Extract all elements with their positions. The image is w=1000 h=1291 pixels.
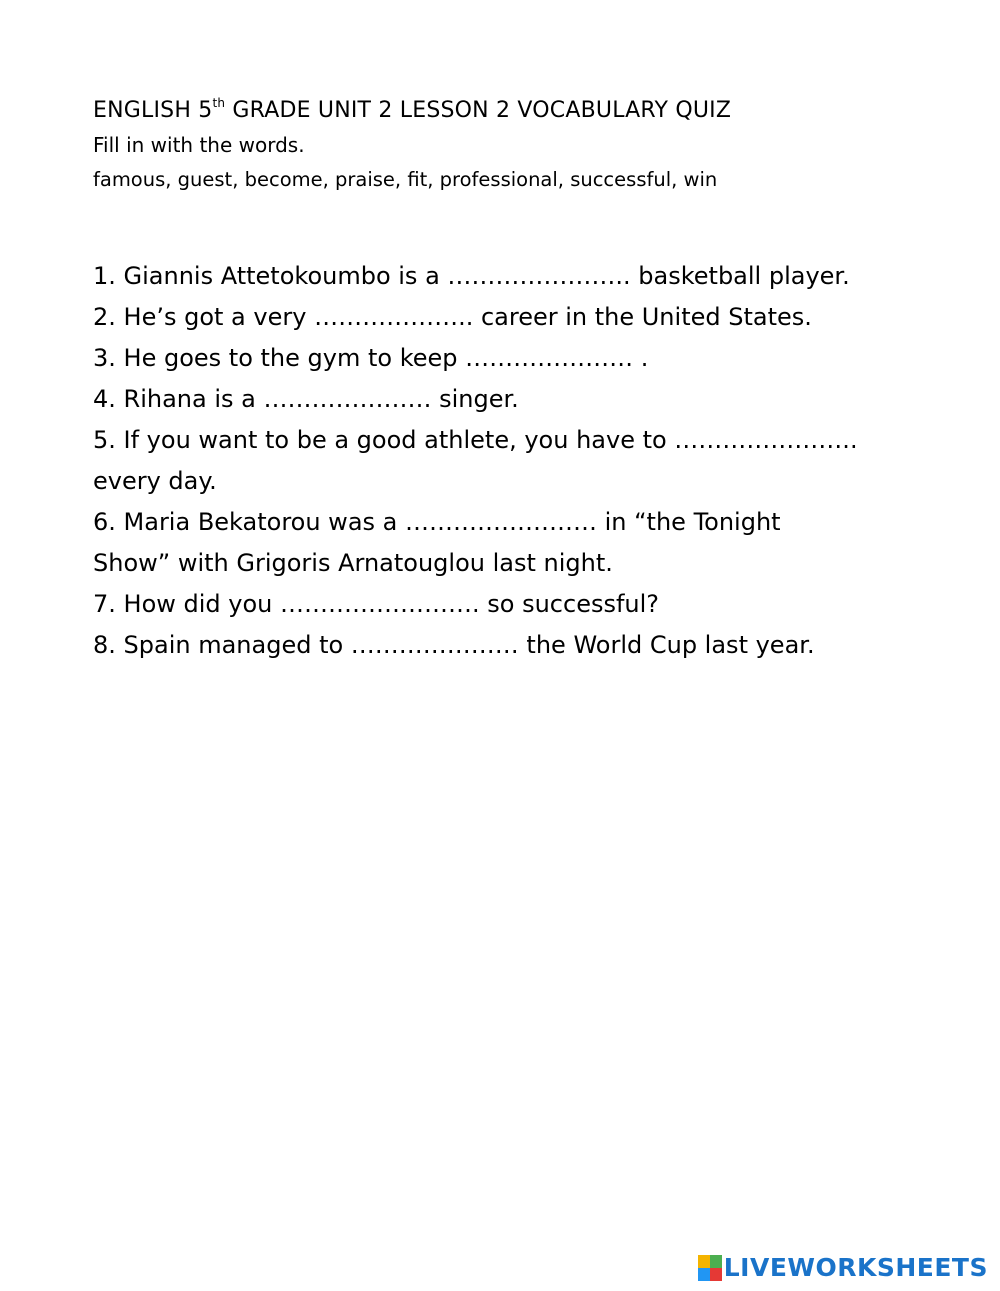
worksheet (93, 96, 973, 666)
question-line: 2. He’s got a very ……………….. career in the United States. (93, 303, 812, 331)
question-list (93, 256, 973, 666)
liveworksheets-logo-icon (698, 1255, 722, 1281)
brand-name: LIVEWORKSHEETS (723, 1253, 988, 1282)
logo-square (710, 1255, 722, 1268)
question-line: 8. Spain managed to ………………… the World Cup last year. (93, 631, 815, 659)
question-line: every day. (93, 467, 217, 495)
question-line: 6. Maria Bekatorou was a …………………… in “the Tonight (93, 508, 781, 536)
logo-square (698, 1268, 710, 1281)
question-line: 3. He goes to the gym to keep ………………… . (93, 344, 649, 372)
question-line: 5. If you want to be a good athlete, you have to ………………….. (93, 426, 858, 454)
worksheet-title: ENGLISH 5th GRADE UNIT 2 LESSON 2 VOCABULARY QUIZ (93, 96, 732, 123)
question-line: 7. How did you ……………………. so successful? (93, 590, 660, 618)
logo-square (710, 1268, 722, 1281)
word-bank: famous, guest, become, praise, fit, professional, successful, win (93, 168, 718, 191)
question-line: 1. Giannis Attetokoumbo is a ………………….. basketball player. (93, 262, 850, 290)
question-line: 4. Rihana is a ………………… singer. (93, 385, 519, 413)
instruction-text: Fill in with the words. (93, 133, 305, 157)
liveworksheets-logo (698, 1252, 988, 1284)
logo-square (698, 1255, 710, 1268)
question-line: Show” with Grigoris Arnatouglou last night. (93, 549, 613, 577)
